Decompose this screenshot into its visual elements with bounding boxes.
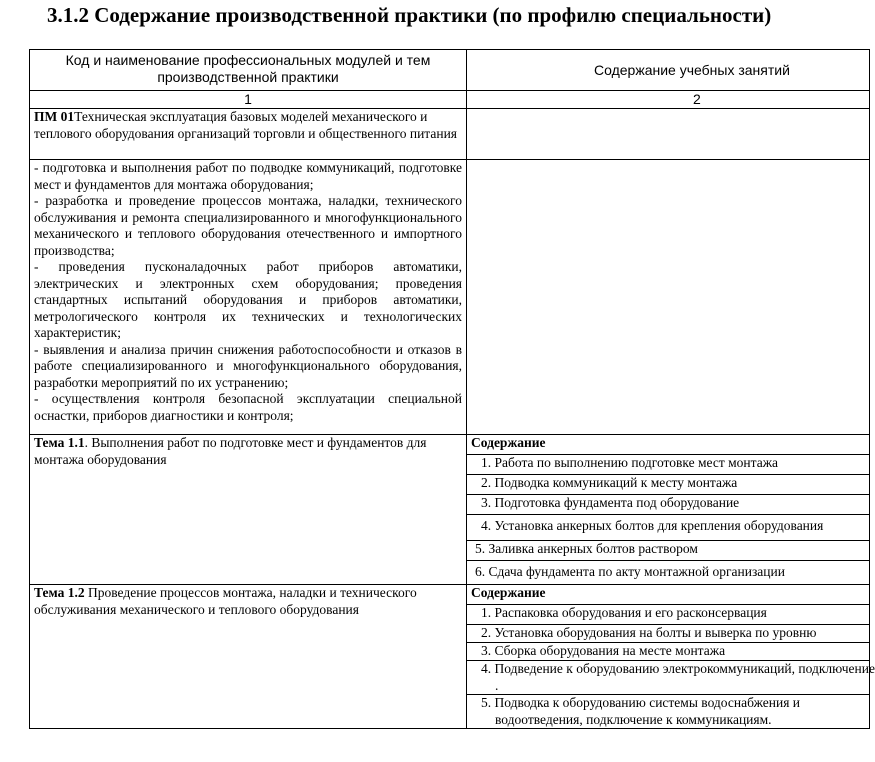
topic1-name: . Выполнения работ по подготовке мест и фундаментов для монтажа оборудования <box>34 435 427 467</box>
topic1-content-cell <box>467 435 870 585</box>
topic2-content-cell <box>467 585 875 729</box>
header-col1: Код и наименование профессиональных модулей и тем производственной практики <box>30 50 467 91</box>
topic2-name: Проведение процессов монтажа, наладки и технического обслуживания механического и теплового оборудования <box>34 585 417 617</box>
topic1-row <box>30 435 870 585</box>
competences-content-empty <box>467 160 870 435</box>
list-item: 6. Сдача фундамента по акту монтажной организации <box>467 561 869 585</box>
list-item: 3. Сборка оборудования на месте монтажа <box>467 643 869 661</box>
pm-content-empty <box>467 109 870 160</box>
competence-item: - проведения пусконаладочных работ приборов автоматики, электрических и электронных схем оборудования; проведения стандартных испытаний оборудования и приборов автоматики, метрологического контроля их технических и технологических характеристик; <box>34 259 462 340</box>
list-item <box>467 661 875 695</box>
topic1-content-list <box>467 435 869 584</box>
header-num1: 1 <box>30 91 467 109</box>
practice-table-wrapper <box>29 49 875 762</box>
pm-name: Техническая эксплуатация базовых моделей механического и теплового оборудования организаций торговли и общественного питания <box>34 109 458 141</box>
competence-item: - разработка и проведение процессов монтажа, наладки, технического обслуживания и ремонта специализированного и многофункционального механического и теплового оборудования отечественного и импортного производства; <box>34 193 462 258</box>
topic2-content-list <box>467 585 875 728</box>
topic1-cell <box>30 435 467 585</box>
list-item-text: 5. Подводка к оборудованию системы водоснабжения и водоотведения, подключение к коммуникациям. <box>481 695 801 727</box>
list-item: 4. Установка анкерных болтов для крепления оборудования <box>467 515 869 541</box>
list-item: 1. Работа по выполнению подготовке мест монтажа <box>467 455 869 475</box>
topic2-content-label: Содержание <box>471 585 546 600</box>
header-num2: 2 <box>467 91 870 109</box>
topic1-code: Тема 1.1 <box>34 435 85 450</box>
page-title: 3.1.2 Содержание производственной практики (по профилю специальности) <box>47 3 772 27</box>
header-col2: Содержание учебных занятий <box>467 50 870 91</box>
list-item: 2. Подводка коммуникаций к месту монтажа <box>467 475 869 495</box>
list-item-text: 4. Подведение к оборудованию электрокоммуникаций, подключение . <box>481 661 875 693</box>
list-item: 3. Подготовка фундамента под оборудование <box>467 495 869 515</box>
competence-item: - подготовка и выполнения работ по подводке коммуникаций, подготовке мест и фундаментов для монтажа оборудования; <box>34 160 462 192</box>
topic2-code: Тема 1.2 <box>34 585 85 600</box>
list-item: 1. Распаковка оборудования и его расконсервация <box>467 605 869 625</box>
competence-item: - осуществления контроля безопасной эксплуатации специальной оснастки, приборов диагностики и контроля; <box>34 391 462 423</box>
pm-cell <box>30 109 467 160</box>
competences-row <box>30 160 870 435</box>
practice-table <box>29 49 875 729</box>
list-item: 2. Установка оборудования на болты и выверка по уровню <box>467 625 869 643</box>
header-row <box>30 50 870 91</box>
competence-item: - выявления и анализа причин снижения работоспособности и отказов в работе специализированного и многофункционального оборудования, разработки мероприятий по их устранению; <box>34 341 462 390</box>
numbers-row <box>30 91 870 109</box>
list-item: 5. Заливка анкерных болтов раствором <box>467 541 869 561</box>
list-item <box>467 695 869 729</box>
topic1-content-label: Содержание <box>471 435 546 450</box>
competences-cell <box>30 160 467 435</box>
topic2-cell <box>30 585 467 729</box>
pm-row <box>30 109 870 160</box>
topic2-row <box>30 585 870 729</box>
pm-code: ПМ 01 <box>34 109 75 124</box>
